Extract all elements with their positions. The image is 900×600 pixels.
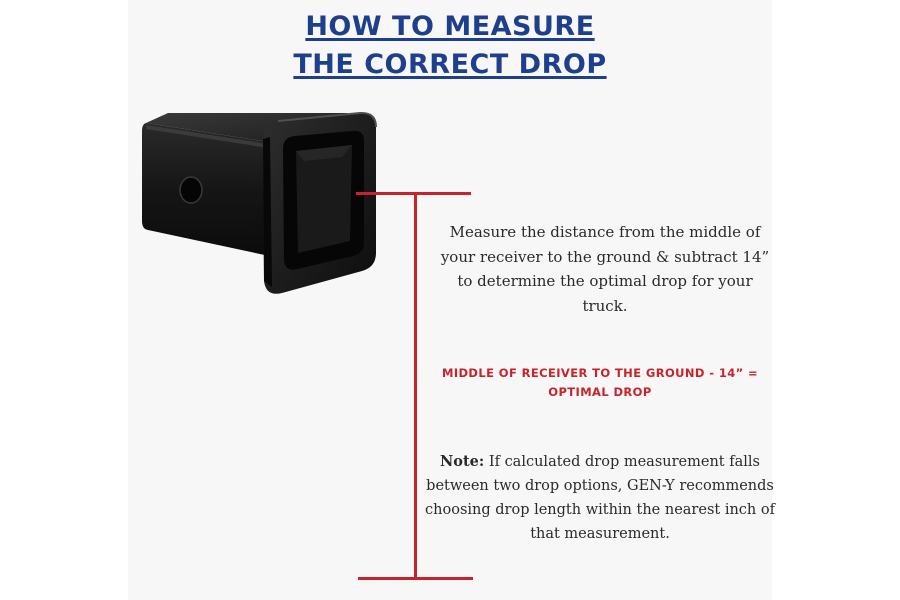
drop-formula-line-2: OPTIMAL DROP <box>548 385 652 399</box>
page-title <box>0 8 900 84</box>
measurement-line <box>414 193 417 580</box>
note-text: If calculated drop measurement falls between two drop options, GEN-Y recommends choosing drop length within the nearest inch of that measurement. <box>425 454 775 542</box>
page-title-line-1: HOW TO MEASURE <box>305 11 595 42</box>
hitch-receiver-icon <box>138 105 388 305</box>
page-title-line-2: THE CORRECT DROP <box>293 49 607 80</box>
note-paragraph <box>420 450 780 546</box>
ground-marker <box>358 577 473 580</box>
drop-formula <box>420 364 780 402</box>
drop-formula-line-1: MIDDLE OF RECEIVER TO THE GROUND - 14” = <box>441 366 759 380</box>
measurement-instructions: Measure the distance from the middle of your receiver to the ground & subtract 14” to determine the optimal drop for your truck. <box>440 223 770 315</box>
receiver-middle-marker <box>356 192 471 195</box>
note-label: Note: <box>440 453 485 470</box>
